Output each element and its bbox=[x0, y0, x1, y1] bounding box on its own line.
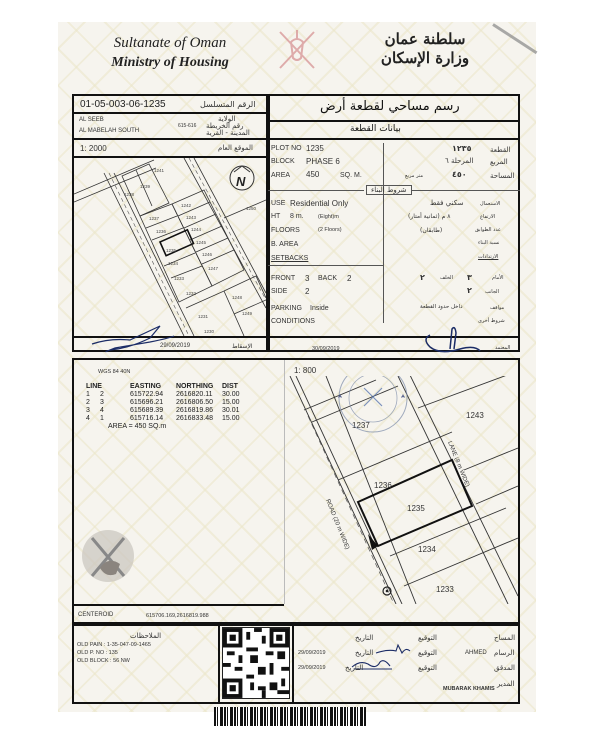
svg-text:1237: 1237 bbox=[352, 421, 370, 430]
conditions-label-ar: شروط أخرى bbox=[478, 318, 505, 324]
floors-label-ar: عدد الطوابق bbox=[475, 227, 501, 233]
svg-text:N: N bbox=[236, 174, 246, 189]
parking-value: Inside bbox=[310, 305, 329, 312]
approval-signature bbox=[420, 325, 490, 357]
building-conditions-header: شروط البناء bbox=[366, 185, 412, 195]
side-label: SIDE bbox=[271, 288, 288, 295]
header-en-ministry: Ministry of Housing bbox=[111, 55, 229, 70]
document-title: رسم مساحي لقطعة أرض bbox=[320, 99, 460, 114]
checker-date-label: التاريخ bbox=[345, 664, 364, 672]
height-value-ar: ٨ م (ثمانية أمتار) bbox=[408, 213, 451, 220]
area-ar: ٤٥٠ bbox=[452, 170, 467, 179]
table-row: 2 3 615696.21 2616806.50 15.00 bbox=[86, 399, 240, 406]
back-label-ar: الخلف bbox=[440, 275, 453, 281]
floors-label: FLOORS bbox=[271, 227, 300, 234]
centeroid-value: 615706.169,2616819.988 bbox=[146, 613, 209, 619]
location-map bbox=[74, 158, 266, 336]
svg-text:1242: 1242 bbox=[181, 203, 192, 208]
block-label-ar: المربع bbox=[490, 158, 508, 166]
height-label: HT bbox=[271, 213, 281, 220]
svg-text:1233: 1233 bbox=[174, 276, 185, 281]
header-ar-country: سلطنة عمان bbox=[384, 30, 466, 48]
plot-no-label: PLOT NO bbox=[271, 145, 302, 152]
plot-no: 1235 bbox=[306, 144, 324, 153]
old-plot-no: OLD P. NO : 135 bbox=[77, 650, 118, 656]
coordinate-datum: WGS 84 40N bbox=[98, 369, 131, 375]
svg-text:1243: 1243 bbox=[186, 215, 197, 220]
svg-text:1250: 1250 bbox=[246, 206, 257, 211]
use-value: Residential Only bbox=[290, 199, 349, 208]
col-easting: EASTING bbox=[130, 383, 162, 390]
svg-text:1245: 1245 bbox=[196, 240, 207, 245]
front-label-ar: الأمام bbox=[492, 275, 504, 281]
parking-label: PARKING bbox=[271, 305, 302, 312]
side-value-ar: ٢ bbox=[467, 286, 472, 295]
setbacks-label: SETBACKS bbox=[271, 255, 309, 262]
svg-text:1233: 1233 bbox=[436, 585, 454, 594]
svg-text:1247: 1247 bbox=[208, 266, 219, 271]
back-value: 2 bbox=[347, 274, 352, 283]
old-block: OLD BLOCK : 56 NW bbox=[77, 658, 130, 664]
coordinates-header-row bbox=[86, 383, 252, 391]
map-number-label: رقم الخريطة bbox=[206, 122, 244, 130]
wilayat-label: الولاية bbox=[218, 115, 236, 123]
svg-text:1241: 1241 bbox=[154, 168, 165, 173]
area-total: AREA = 450 SQ.m bbox=[108, 423, 167, 430]
approval-date: 30/09/2019 bbox=[312, 346, 340, 352]
front-value-ar: ٣ bbox=[467, 273, 472, 282]
drafter-signature-label: التوقيع bbox=[418, 649, 437, 657]
header-ar-ministry: وزارة الإسكان bbox=[380, 49, 470, 67]
front-label: FRONT bbox=[271, 275, 296, 282]
north-arrow-icon bbox=[230, 166, 254, 190]
document-barcode bbox=[214, 707, 366, 726]
use-label: USE bbox=[271, 200, 286, 207]
general-scale: 1: 2000 bbox=[80, 144, 107, 153]
svg-text:1237: 1237 bbox=[149, 216, 160, 221]
svg-text:1236: 1236 bbox=[156, 229, 167, 234]
parking-label-ar: مواقف bbox=[490, 305, 505, 311]
side-value: 2 bbox=[305, 287, 310, 296]
plot-data-title: بيانات القطعة bbox=[350, 124, 401, 134]
use-label-ar: الاستعمال bbox=[480, 201, 501, 207]
surveyor-date-label: التاريخ bbox=[355, 634, 374, 642]
coordinates-table bbox=[86, 383, 252, 431]
side-label-ar: الجانب bbox=[485, 289, 499, 295]
block: PHASE 6 bbox=[306, 157, 340, 166]
watermark-emblem-icon bbox=[80, 528, 136, 584]
checker-label: المدقق bbox=[494, 664, 515, 672]
serial-number-label: الرقم المتسلسل bbox=[200, 100, 256, 109]
serial-number: 01-05-003-06-1235 bbox=[80, 99, 166, 110]
oman-emblem-icon bbox=[272, 22, 322, 72]
area: 450 bbox=[306, 170, 320, 179]
height-label-ar: الارتفاع bbox=[480, 214, 496, 220]
director-name: MUBARAK KHAMIS bbox=[443, 686, 495, 692]
header-english bbox=[95, 35, 245, 71]
height-value: 8 m. bbox=[290, 213, 304, 220]
use-value-ar: سكني فقط bbox=[430, 199, 464, 207]
area-label-ar: المساحة bbox=[490, 172, 515, 180]
svg-text:1231: 1231 bbox=[198, 314, 209, 319]
drafter-name: AHMED bbox=[465, 650, 487, 656]
svg-text:1236: 1236 bbox=[374, 481, 392, 490]
header-en-country: Sultanate of Oman bbox=[113, 35, 227, 51]
centeroid-label: CENTEROID bbox=[78, 612, 114, 618]
official-stamp-icon bbox=[338, 376, 407, 432]
svg-text:1235: 1235 bbox=[407, 504, 425, 513]
area-unit: SQ. M. bbox=[340, 172, 362, 179]
col-dist: DIST bbox=[222, 383, 238, 390]
svg-text:1248: 1248 bbox=[232, 295, 243, 300]
table-row: 4 1 615716.14 2616833.48 15.00 bbox=[86, 415, 240, 422]
drafter-date: 29/09/2019 bbox=[298, 650, 326, 656]
plot-no-ar: ١٢٣٥ bbox=[452, 144, 472, 153]
block-label: BLOCK bbox=[271, 158, 295, 165]
svg-text:1238: 1238 bbox=[124, 192, 135, 197]
wilayat: AL SEEB bbox=[79, 117, 104, 123]
col-line: LINE bbox=[86, 383, 102, 390]
detail-survey-map bbox=[286, 376, 518, 604]
height-words: (Eight)m bbox=[318, 214, 339, 220]
location-signature bbox=[90, 320, 180, 356]
svg-text:1234: 1234 bbox=[168, 261, 179, 266]
floors-value: (2 Floors) bbox=[318, 227, 342, 233]
building-area-label: B. AREA bbox=[271, 241, 299, 248]
approval-label-ar: المعتمد bbox=[495, 345, 511, 351]
notes-header: الملاحظات bbox=[130, 632, 162, 640]
road-label: ROAD (20 m WIDE) bbox=[324, 498, 350, 551]
col-northing: NORTHING bbox=[176, 383, 214, 390]
svg-text:1243: 1243 bbox=[466, 411, 484, 420]
drafter-signature bbox=[374, 643, 412, 657]
map-number: 615-616 bbox=[178, 123, 197, 129]
block-ar: المرحلة ٦ bbox=[445, 157, 474, 165]
city-label: المدينة - القرية bbox=[206, 129, 250, 137]
front-value: 3 bbox=[305, 274, 310, 283]
checker-date: 29/09/2019 bbox=[298, 665, 326, 671]
plot-label-ar: القطعة bbox=[490, 146, 511, 154]
svg-text:1246: 1246 bbox=[202, 252, 213, 257]
surveyor-signature-label: التوقيع bbox=[418, 634, 437, 642]
lane-label: LANE (8 m WIDE) bbox=[446, 440, 470, 488]
floors-value-ar: (طابقان) bbox=[420, 227, 443, 234]
svg-text:1232: 1232 bbox=[186, 291, 197, 296]
location-signature-label: الإسقاط bbox=[232, 343, 253, 350]
table-row: 1 2 615722.94 2616820.11 30.00 bbox=[86, 391, 240, 398]
location-date: 29/09/2019 bbox=[160, 343, 191, 349]
svg-text:1230: 1230 bbox=[204, 329, 215, 334]
area-label: AREA bbox=[271, 172, 291, 179]
city: AL MABELAH SOUTH bbox=[79, 128, 140, 134]
surveyor-label: المساح bbox=[494, 634, 516, 642]
back-label: BACK bbox=[318, 275, 338, 282]
table-row: 3 4 615689.39 2616819.86 30.01 bbox=[86, 407, 240, 414]
checker-signature-label: التوقيع bbox=[418, 664, 437, 672]
setbacks-label-ar: الارتدادات bbox=[478, 254, 499, 260]
building-area-label-ar: نسبة البناء bbox=[478, 240, 500, 246]
qr-code[interactable] bbox=[222, 627, 290, 699]
back-value-ar: ٢ bbox=[420, 273, 425, 282]
conditions-label: CONDITIONS bbox=[271, 318, 315, 325]
director-label: المدير bbox=[497, 680, 515, 688]
header-arabic bbox=[355, 30, 495, 68]
detail-map-scale: 1: 800 bbox=[294, 366, 317, 375]
svg-text:1249: 1249 bbox=[242, 311, 253, 316]
area-unit-ar: متر مربع bbox=[405, 173, 424, 179]
svg-text:1244: 1244 bbox=[191, 227, 202, 232]
svg-text:1235: 1235 bbox=[166, 248, 177, 253]
drafter-date-label: التاريخ bbox=[355, 649, 374, 657]
general-scale-label: الموقع العام bbox=[218, 144, 253, 152]
svg-text:1234: 1234 bbox=[418, 545, 436, 554]
old-pain: OLD PAIN : 1-35-047-09-1465 bbox=[77, 642, 151, 648]
parking-value-ar: داخل حدود القطعة bbox=[420, 304, 463, 310]
drafter-label: الرسام bbox=[494, 649, 515, 657]
svg-text:1239: 1239 bbox=[140, 184, 151, 189]
